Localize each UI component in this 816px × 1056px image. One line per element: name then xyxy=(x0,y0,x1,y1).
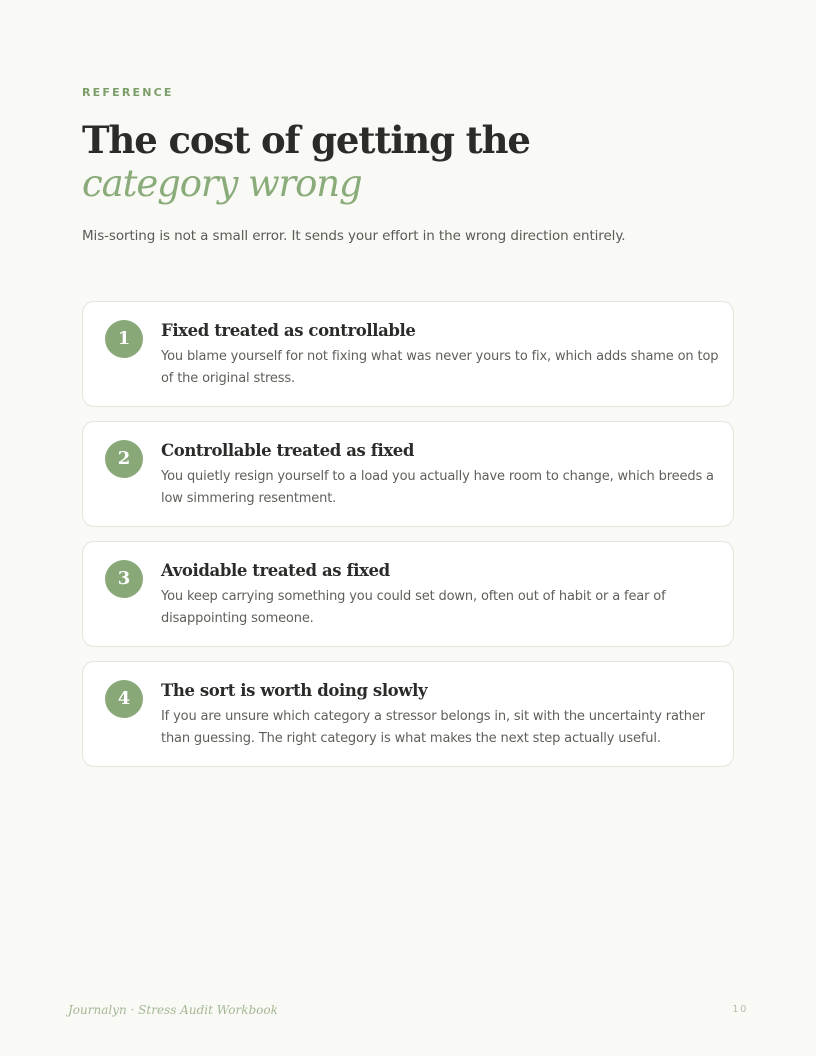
card-sort-slowly xyxy=(82,661,734,767)
page-title xyxy=(82,118,530,206)
card-avoidable-treated-as-fixed xyxy=(82,541,734,647)
page-title-line1: The cost of getting the xyxy=(82,118,530,162)
section-eyebrow: REFERENCE xyxy=(82,86,174,99)
card-number-badge: 3 xyxy=(105,560,143,598)
card-number-badge: 2 xyxy=(105,440,143,478)
card-heading: Fixed treated as controllable xyxy=(161,321,416,340)
card-heading: Controllable treated as fixed xyxy=(161,441,414,460)
card-body: If you are unsure which category a stressor belongs in, sit with the uncertainty rather than guessing. The right category is what makes the next step actually useful. xyxy=(161,709,705,746)
card-body: You quietly resign yourself to a load you actually have room to change, which breeds a low simmering resentment. xyxy=(161,469,714,506)
cards-list xyxy=(82,301,734,781)
card-controllable-treated-as-fixed xyxy=(82,421,734,527)
card-heading: The sort is worth doing slowly xyxy=(161,681,428,700)
card-body: You keep carrying something you could set down, often out of habit or a fear of disappointing someone. xyxy=(161,589,666,626)
footer-page-number: 10 xyxy=(732,1004,748,1015)
card-number-badge: 4 xyxy=(105,680,143,718)
card-heading: Avoidable treated as fixed xyxy=(161,561,390,580)
card-number-badge: 1 xyxy=(105,320,143,358)
page-subtitle: Mis-sorting is not a small error. It sends your effort in the wrong direction entirely. xyxy=(82,228,626,244)
card-fixed-treated-as-controllable xyxy=(82,301,734,407)
page-title-line2: category wrong xyxy=(82,162,362,205)
footer-book-title: Journalyn · Stress Audit Workbook xyxy=(68,1003,278,1017)
card-body: You blame yourself for not fixing what was never yours to fix, which adds shame on top of the original stress. xyxy=(161,349,719,386)
